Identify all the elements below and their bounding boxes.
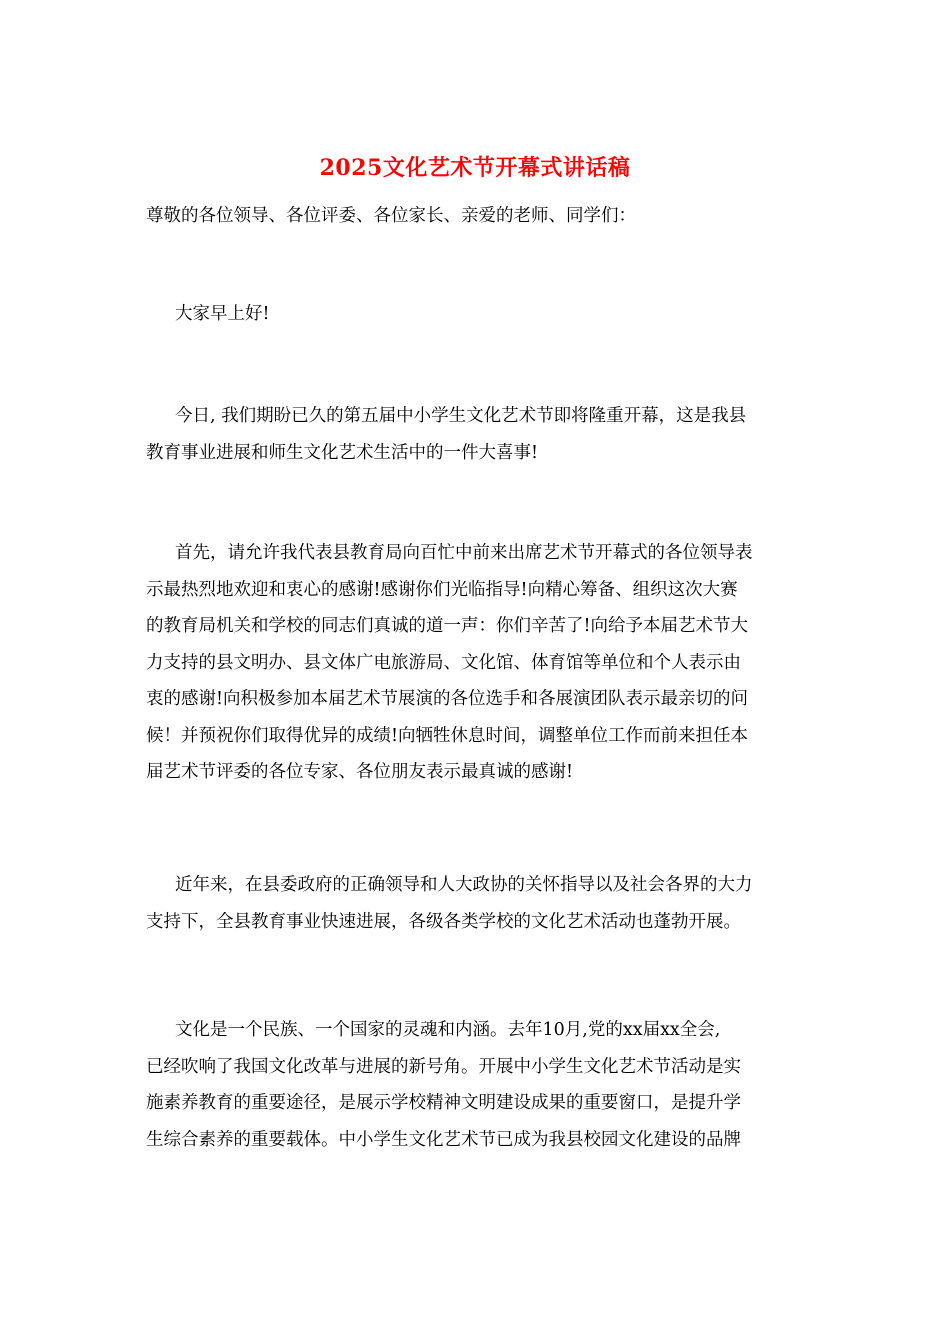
page-title: 2025文化艺术节开幕式讲话稿	[319, 155, 631, 181]
paragraph-line: 文化是一个民族、一个国家的灵魂和内涵。去年10月,党的xx届xx全会,	[175, 1020, 721, 1040]
paragraph-line: 施素养教育的重要途径，是展示学校精神文明建设成果的重要窗口，是提升学	[146, 1093, 741, 1113]
paragraph-line: 生综合素养的重要载体。中小学生文化艺术节已成为我县校园文化建设的品牌	[146, 1129, 741, 1150]
paragraph-line: 今日, 我们期盼已久的第五届中小学生文化艺术节即将隆重开幕，这是我县	[175, 406, 747, 426]
paragraph-line: 届艺术节评委的各位专家、各位朋友表示最真诚的感谢!	[146, 762, 574, 782]
paragraph-1	[146, 296, 835, 333]
paragraph-line: 力支持的县文明办、县文体广电旅游局、文化馆、体育馆等单位和个人表示由	[146, 652, 741, 673]
paragraph-line: 教育事业进展和师生文化艺术生活中的一件大喜事!	[146, 442, 539, 463]
paragraph-line: 已经吹响了我国文化改革与进展的新号角。开展中小学生文化艺术节活动是实	[146, 1056, 741, 1077]
paragraph-line: 近年来，在县委政府的正确领导和人大政协的关怀指导以及社会各界的大力	[175, 875, 753, 895]
paragraph-5	[146, 1012, 806, 1158]
paragraph-line: 的教育局机关和学校的同志们真诚的道一声：你们辛苦了!向给予本届艺术节大	[146, 616, 749, 636]
paragraph-4	[146, 867, 806, 940]
paragraph-line: 候！并预祝你们取得优异的成绩!向牺牲休息时间，调整单位工作而前来担任本	[146, 725, 749, 746]
greeting-line: 尊敬的各位领导、各位评委、各位家长、亲爱的老师、同学们：	[146, 206, 636, 226]
paragraph-line: 大家早上好!	[175, 304, 270, 324]
paragraph-line: 示最热烈地欢迎和衷心的感谢!感谢你们光临指导!向精心筹备、组织这次大赛	[146, 579, 738, 600]
paragraph-line: 首先，请允许我代表县教育局向百忙中前来出席艺术节开幕式的各位领导表	[175, 543, 753, 563]
paragraph-line: 衷的感谢!向积极参加本届艺术节展演的各位选手和各展演团队表示最亲切的问	[146, 689, 749, 709]
paragraph-line: 支持下，全县教育事业快速进展，各级各类学校的文化艺术活动也蓬勃开展。	[146, 911, 741, 932]
paragraph-2	[146, 398, 806, 471]
paragraph-3	[146, 535, 806, 791]
